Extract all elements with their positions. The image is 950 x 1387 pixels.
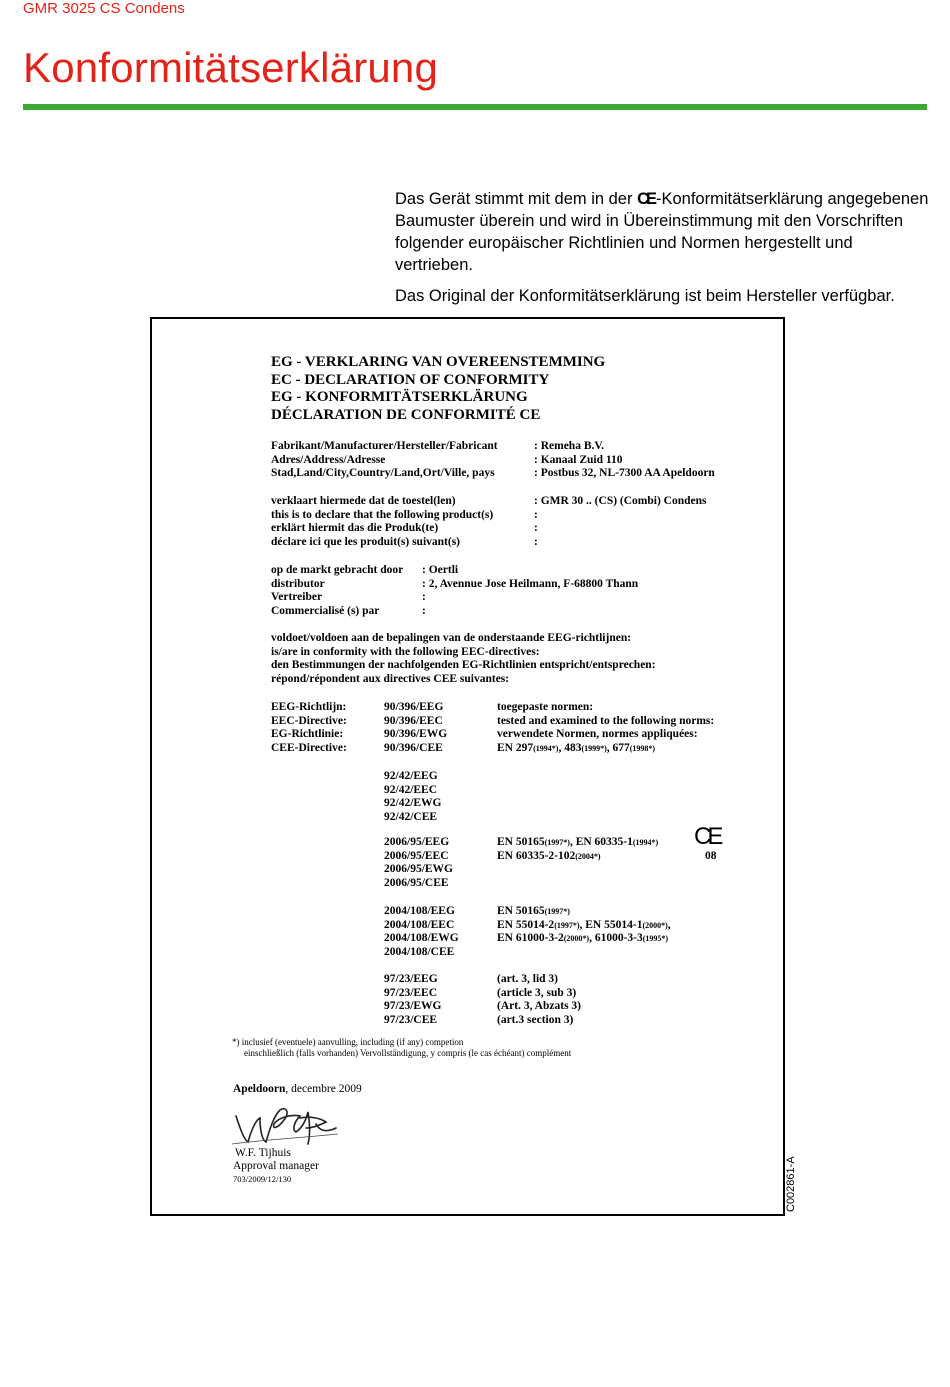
intro-paragraph-1 [395,188,935,276]
norm-line [497,919,671,933]
norm-line [497,932,671,946]
title-rule [23,104,927,110]
footnote [232,1037,571,1059]
reference-number: 703/2009/12/130 [233,1174,292,1184]
field-value: : [422,605,426,618]
field-label: erklärt hiermit das die Produk(te) [271,522,439,535]
directive-labels [271,701,347,756]
field-label: verklaart hiermede dat de toestel(len) [271,495,456,507]
field-value: : [534,508,538,521]
norm-year: (2000*) [563,934,590,944]
directive-codes-group-2 [384,770,442,825]
norm-line [497,850,658,864]
norms-group-3 [497,836,658,863]
distributor-block [271,564,771,619]
directive-codes-group-1 [384,701,447,756]
field-label: this is to declare that the following product(s) [271,508,494,521]
directive-code: 2004/108/EEG [384,905,455,917]
product-block [271,495,771,550]
ce-icon: CE [637,190,654,208]
declaration-title: EC - DECLARATION OF CONFORMITY [271,371,550,388]
norm-line [497,905,671,919]
directive-code: 92/42/CEE [384,811,438,824]
directive-code: 90/396/EEG [384,701,444,713]
directive-codes-group-5 [384,973,442,1028]
article-note: (article 3, sub 3) [497,986,577,999]
distributor-row [271,591,771,605]
directive-code: 90/396/CEE [384,742,443,755]
directive-code: 97/23/EEC [384,986,438,999]
norm-line [497,742,714,756]
field-label: Fabrikant/Manufacturer/Hersteller/Fabricant [271,440,498,452]
page-title: Konformitätserklärung [23,44,439,91]
place-date [233,1083,362,1095]
field-value: : Oertli [422,564,459,576]
field-label: déclare ici que les produit(s) suivant(s) [271,536,461,549]
ce-mark-icon: CE [694,823,720,850]
intro-line1-post: -Konformitätserklärung angegebenen Baumuster überein und wird in Übereinstimmung mit den Vorschriften folgender europäischer Richtlinien und Normen hergestellt und vertrieben. [395,190,929,274]
declaration-title: DÉCLARATION DE CONFORMITÉ CE [271,406,541,423]
directive-label: EEC-Directive: [271,714,347,727]
norm-year: (1994*) [533,744,559,754]
product-row [271,509,771,523]
norm-code: EN 50165 [497,836,545,848]
distributor-row [271,578,771,592]
intro-paragraph-2: Das Original der Konformitätserklärung ist beim Hersteller verfügbar. [395,287,895,305]
field-value: : 2, Avennue Jose Heilmann, F-68800 Thann [422,577,639,590]
declaration-title: EG - KONFORMITÄTSERKLÄRUNG [271,389,528,405]
product-row [271,522,771,536]
directive-label: EEG-Richtlijn: [271,701,347,713]
norm-code: , 677 [606,742,630,755]
field-label: Adres/Address/Adresse [271,453,386,466]
norm-code: EN 297 [497,742,534,755]
norm-year: (1997*) [544,907,570,916]
directive-code: 97/23/CEE [384,1014,438,1027]
declaration-title: EG - VERKLARING VAN OVEREENSTEMMING [271,354,606,370]
manufacturer-row [271,467,771,481]
norm-year: (2004*) [575,851,601,861]
image-code: C002861-A [785,1156,797,1212]
conformity-line: répond/répondent aux directives CEE suivantes: [271,673,510,686]
product-row [271,536,771,550]
norm-code: , EN 60335-1 [569,836,633,848]
article-note: (art.3 section 3) [497,1014,574,1027]
norms-group-1 [497,701,714,756]
conformity-line: voldoet/voldoen aan de bepalingen van de onderstaande EEG-richtlijnen: [271,632,632,644]
norm-year: (1995*) [642,934,669,944]
place: Apeldoorn [233,1083,286,1095]
directive-code: 2004/108/CEE [384,946,455,959]
header-product-name: GMR 3025 CS Condens [23,0,185,17]
intro-text [395,188,935,316]
field-value: : [534,536,538,549]
intro-line1-pre: Das Gerät stimmt mit dem in der [395,190,638,208]
declaration-document [150,317,785,1216]
field-value: : Remeha B.V. [534,440,605,452]
date: , decembre 2009 [285,1083,362,1095]
directive-codes-group-3 [384,836,453,891]
ce-mark-number: 08 [705,850,717,862]
directive-code: 90/396/EEC [384,714,443,727]
signer-block [233,1147,319,1186]
norms-group-4 [497,905,671,946]
directive-codes-group-4 [384,905,459,960]
field-value: : [534,522,538,535]
footnote-line: einschließlich (falls vorhanden) Vervollständigung, y compris (le cas échéant) complément [244,1048,572,1058]
norm-code: EN 61000-3-2 [497,932,564,945]
footnote-line: *) inclusief (eventuele) aanvulling, including (if any) competion [232,1037,464,1047]
field-value: : [422,591,426,604]
directive-code: 2006/95/EEC [384,849,449,862]
conformity-line: is/are in conformity with the following EEC-directives: [271,645,540,658]
field-value: : Kanaal Zuid 110 [534,453,623,466]
norm-code: , 61000-3-3 [589,932,643,945]
field-label: Stad,Land/City,Country/Land,Ort/Ville, pays [271,467,495,480]
norm-year: (1998*) [629,744,656,754]
field-label: distributor [271,577,325,590]
norms-heading: tested and examined to the following norms: [497,714,715,727]
manufacturer-row [271,440,771,454]
directive-code: 2006/95/CEE [384,877,449,890]
directive-code: 2004/108/EEC [384,918,455,931]
notes-group-5 [497,973,581,1028]
directive-code: 92/42/EEC [384,783,438,796]
norms-heading: verwendete Normen, normes appliquées: [497,728,698,741]
field-value: : Postbus 32, NL-7300 AA Apeldoorn [534,467,715,480]
declaration-titles [271,354,605,424]
norm-year: (1997*) [554,920,580,930]
manufacturer-row [271,454,771,468]
directive-code: 97/23/EWG [384,1000,442,1013]
distributor-row [271,564,771,578]
directive-code: 92/42/EEG [384,770,438,782]
directive-code: 90/396/EWG [384,728,448,741]
product-row [271,495,771,509]
distributor-row [271,605,771,619]
article-note: (Art. 3, Abzats 3) [497,1000,581,1013]
conformity-statement [271,632,656,687]
field-value: : GMR 30 .. (CS) (Combi) Condens [534,495,707,507]
signer-role: Approval manager [233,1160,319,1172]
norm-code: , [667,918,671,931]
norm-year: (1999*) [581,744,607,754]
field-label: Vertreiber [271,591,323,604]
directive-code: 2004/108/EWG [384,932,459,945]
directive-label: EG-Richtlinie: [271,728,344,741]
directive-label: CEE-Directive: [271,742,347,755]
norm-year: (2000*) [642,920,668,930]
field-label: op de markt gebracht door [271,564,404,576]
field-label: Commercialisé (s) par [271,605,380,618]
norm-code: , 483 [558,742,582,755]
norm-code: EN 60335-2-102 [497,849,576,862]
norm-year: (1994*) [632,838,659,847]
norm-code: EN 55014-2 [497,918,555,931]
norms-heading: toegepaste normen: [497,701,594,713]
signature-image [230,1098,342,1148]
norm-code: , EN 55014-1 [579,918,643,931]
norm-year: (1997*) [544,838,570,847]
norm-code: EN 50165 [497,905,545,917]
directive-code: 2006/95/EWG [384,863,454,876]
directive-code: 92/42/EWG [384,797,442,810]
conformity-line: den Bestimmungen der nachfolgenden EG-Richtlinien entspricht/entsprechen: [271,659,656,672]
directive-code: 97/23/EEG [384,973,438,985]
article-note: (art. 3, lid 3) [497,973,559,985]
directive-code: 2006/95/EEG [384,836,450,848]
signer-name: W.F. Tijhuis [235,1147,291,1159]
norm-line [497,836,658,850]
manufacturer-block [271,440,771,481]
